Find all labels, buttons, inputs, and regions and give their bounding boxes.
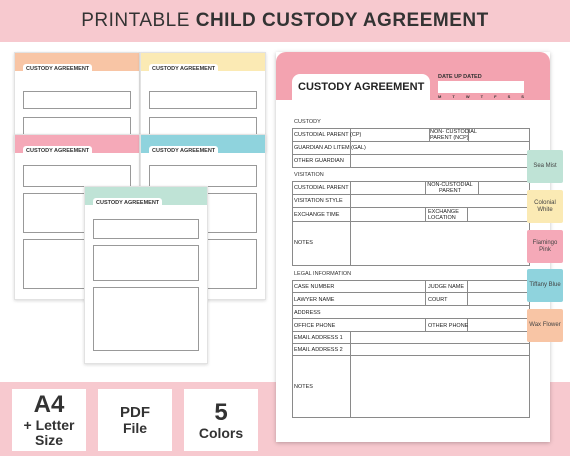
preview-table [93,219,199,239]
exchange-time-label: EXCHANGE TIME [294,212,340,218]
exchange-location-label: EXCHANGE LOCATION [428,209,459,221]
weekday[interactable]: S [521,94,524,99]
swatch-label: Flamingo Pink [532,239,558,253]
legal-notes-row [292,356,530,418]
lawyer-name-label: LAWYER NAME [294,297,335,303]
cell-divider [350,332,351,343]
visitation-custodial-parent-label: CUSTODIAL PARENT [294,185,349,191]
swatch-label: Colonial White [534,199,556,213]
weekday[interactable]: T [480,94,484,99]
cell-divider [425,319,426,331]
swatch-colonial-white [527,190,563,223]
swatch-sea-mist [527,150,563,183]
legal-information-heading: LEGAL INFORMATION [294,271,352,277]
preview-table [23,165,131,187]
custody-agreement-page [276,52,550,442]
feature-colors-big: 5 [214,398,228,426]
judge-name-label: JUDGE NAME [428,284,465,290]
cell-divider [467,293,468,305]
swatch-label: Wax Flower [529,322,561,328]
feature-format-rest: File [122,419,148,436]
date-updated-label: DATE UP DATED [438,74,482,80]
date-field[interactable] [438,81,524,93]
cell-divider [350,344,351,355]
preview-title: CUSTODY AGREEMENT [23,64,92,74]
feature-size-rest: + Letter Size [23,417,75,448]
preview-title: CUSTODY AGREEMENT [149,146,218,156]
visitation-non-custodial-parent-label: NON-CUSTODIAL PARENT [427,182,473,194]
cell-divider [467,208,468,221]
other-phone-label: OTHER PHONE [428,323,469,329]
preview-table [149,91,257,109]
preview-table [93,287,199,351]
guardian-ad-litem-label: GUARDIAN AD LITEM (GAL) [294,145,366,151]
visitation-heading: VISITATION [294,172,324,178]
visitation-notes-row [292,222,530,266]
preview-title: CUSTODY AGREEMENT [149,64,218,74]
cell-divider [350,356,351,417]
cell-divider [350,182,351,194]
weekday[interactable]: S [507,94,511,99]
swatch-wax-flower [527,309,563,342]
swatch-label: Tiffany Blue [529,282,561,288]
legal-notes-label: NOTES [294,384,313,390]
visitation-style-label: VISITATION STYLE [294,198,343,204]
office-phone-label: OFFICE PHONE [294,323,336,329]
cell-divider [350,195,351,207]
cell-divider [350,222,351,265]
custody-heading: CUSTODY [294,119,321,125]
address-label: ADDRESS [294,310,321,316]
cell-divider [350,208,351,221]
banner-title [81,10,488,32]
preview-title: CUSTODY AGREEMENT [93,198,162,208]
cell-divider [425,281,426,292]
preview-table [23,91,131,109]
visitation-notes-label: NOTES [294,240,313,246]
cell-divider [467,281,468,292]
cell-divider [350,155,351,167]
swatch-flamingo-pink [527,230,563,263]
swatch-label: Sea Mist [533,163,557,169]
cell-divider [478,182,479,194]
banner-prefix: PRINTABLE [81,10,196,31]
custodial-parent-label: CUSTODIAL PARENT (CP) [294,132,362,138]
preview-page-sea-mist [84,186,208,364]
feature-size-big: A4 [33,391,65,418]
weekday[interactable]: T [452,94,455,99]
address-row [292,306,530,319]
feature-colors-rest: Colors [198,424,244,441]
preview-title: CUSTODY AGREEMENT [23,146,92,156]
title-banner [0,0,570,42]
weekday[interactable]: F [494,94,497,99]
weekday-row [438,94,524,99]
email-address-2-label: EMAIL ADDRESS 2 [294,347,343,353]
banner-main-title: CHILD CUSTODY AGREEMENT [195,10,489,31]
swatch-tiffany-blue [527,269,563,302]
weekday[interactable]: W [465,94,470,99]
preview-table [149,165,257,187]
court-label: COURT [428,297,448,303]
weekday[interactable]: M [438,94,442,99]
case-number-label: CASE NUMBER [294,284,335,290]
feature-card-format [98,389,172,451]
other-guardian-label: OTHER GUARDIAN [294,158,344,164]
feature-card-colors [184,389,258,451]
feature-card-size [12,389,86,451]
feature-format-big: PDF [120,403,150,421]
cell-divider [425,293,426,305]
email-address-1-label: EMAIL ADDRESS 1 [294,335,343,341]
page-title: CUSTODY AGREEMENT [298,81,425,93]
cell-divider [425,208,426,221]
preview-table [93,245,199,281]
non-custodial-parent-label: NON- CUSTODIAL PARENT (NCP) [430,129,477,141]
